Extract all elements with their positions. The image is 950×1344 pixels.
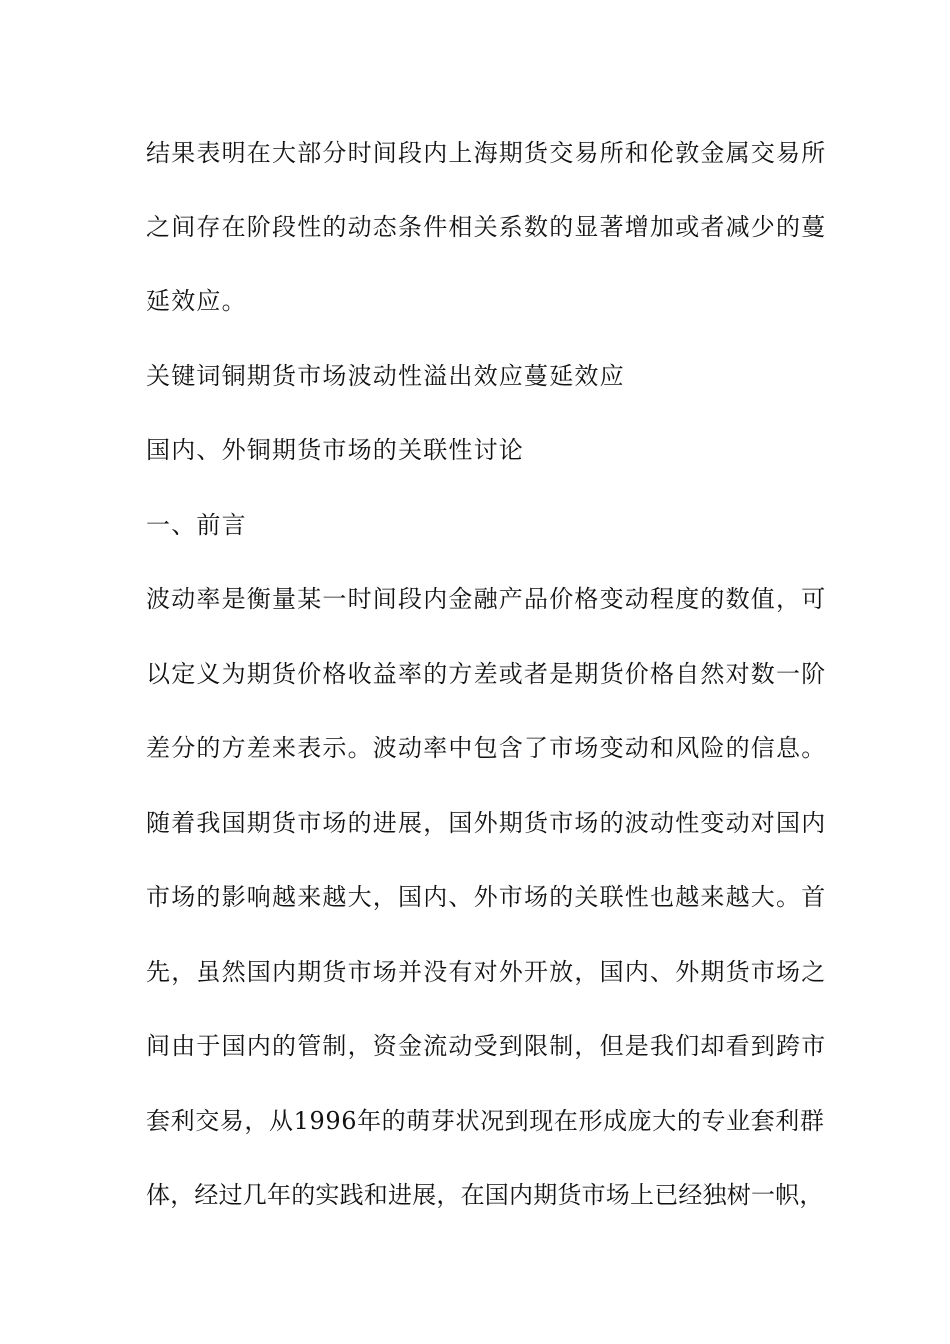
keywords-line: 关键词铜期货市场波动性溢出效应蔓延效应 [146, 362, 625, 390]
text-line-abstract-3: 延效应。 [146, 287, 247, 315]
section-title: 国内、外铜期货市场的关联性讨论 [146, 436, 524, 464]
text-line-body-3: 差分的方差来表示。波动率中包含了市场变动和风险的信息。 [146, 734, 827, 762]
text-line-body-9: 体，经过几年的实践和进展，在国内期货市场上已经独树一帜， [146, 1181, 824, 1209]
text-line-abstract-1: 结果表明在大部分时间段内上海期货交易所和伦敦金属交易所 [146, 139, 827, 167]
text-line-body-5: 市场的影响越来越大，国内、外市场的关联性也越来越大。首 [146, 883, 827, 911]
text-line-body-7: 间由于国内的管制，资金流动受到限制，但是我们却看到跨市 [146, 1032, 827, 1060]
text-line-body-8: 套利交易，从1996年的萌芽状况到现在形成庞大的专业套利群 [146, 1107, 825, 1135]
text-line-body-1: 波动率是衡量某一时间段内金融产品价格变动程度的数值，可 [146, 585, 827, 613]
text-line-abstract-2: 之间存在阶段性的动态条件相关系数的显著增加或者减少的蔓 [146, 213, 827, 241]
text-line-body-2: 以定义为期货价格收益率的方差或者是期货价格自然对数一阶 [146, 660, 827, 688]
text-line-body-6: 先，虽然国内期货市场并没有对外开放，国内、外期货市场之 [146, 958, 827, 986]
subsection-heading: 一、前言 [146, 511, 247, 539]
text-line-body-4: 随着我国期货市场的进展，国外期货市场的波动性变动对国内 [146, 809, 827, 837]
